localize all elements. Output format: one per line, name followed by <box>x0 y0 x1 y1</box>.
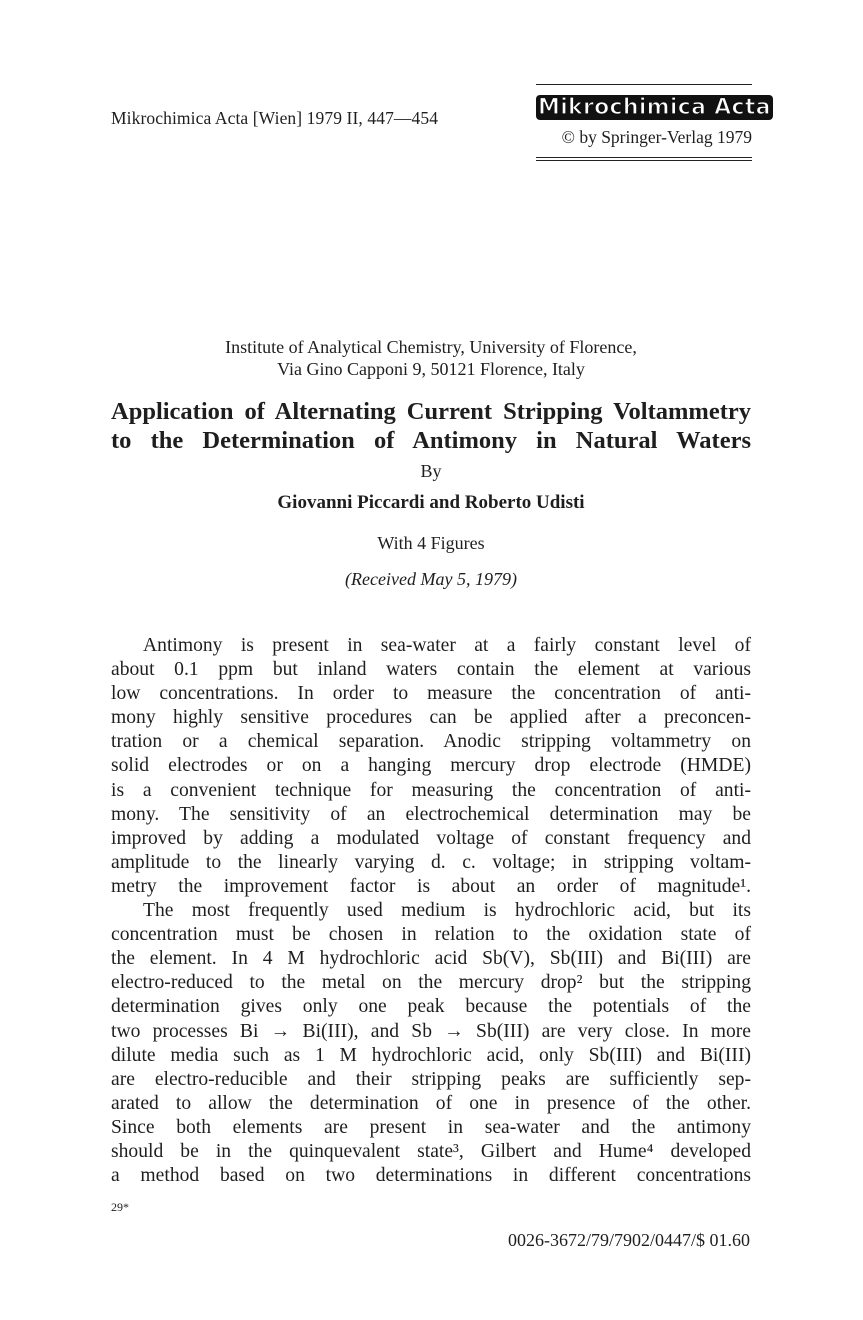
body-line: the element. In 4 M hydrochloric acid Sb(V), Sb(III) and Bi(III) are <box>111 948 751 970</box>
body-line: tration or a chemical separation. Anodic stripping voltammetry on <box>111 731 751 753</box>
body-line: amplitude to the linearly varying d. c. voltage; in stripping voltam- <box>111 851 751 873</box>
body-text <box>111 634 751 1188</box>
body-line: Since both elements are present in sea-water and the antimony <box>111 1116 751 1138</box>
journal-citation: Mikrochimica Acta [Wien] 1979 II, 447—454 <box>111 108 439 128</box>
body-line: Antimony is present in sea-water at a fairly constant level of <box>143 635 751 656</box>
body-line: low concentrations. In order to measure the concentration of anti- <box>111 683 751 705</box>
body-line: electro-reduced to the metal on the mercury drop² but the stripping <box>111 972 751 994</box>
affiliation-line-2: Via Gino Capponi 9, 50121 Florence, Italy <box>277 359 585 379</box>
body-line: is a convenient technique for measuring the concentration of anti- <box>111 779 751 801</box>
journal-logo-text: Mikrochimica Acta <box>538 95 771 120</box>
affiliation-line-1: Institute of Analytical Chemistry, University of Florence, <box>225 337 637 357</box>
body-line: a method based on two determinations in different concentrations <box>111 1165 751 1187</box>
title-line-1: Application of Alternating Current Stripping Voltammetry <box>111 398 751 425</box>
body-line: solid electrodes or on a hanging mercury drop electrode (HMDE) <box>111 755 751 777</box>
body-line: determination gives only one peak because the potentials of the <box>111 996 751 1018</box>
journal-masthead <box>536 84 771 161</box>
article-title <box>111 397 751 455</box>
body-line: improved by adding a modulated voltage of constant frequency and <box>111 827 751 849</box>
body-line: concentration must be chosen in relation to the oxidation state of <box>111 924 751 946</box>
received-date: (Received May 5, 1979) <box>345 569 517 589</box>
body-line: dilute media such as 1 M hydrochloric acid, only Sb(III) and Bi(III) <box>111 1044 751 1066</box>
body-line: are electro-reducible and their stripping peaks are sufficiently sep- <box>111 1068 751 1090</box>
copyright-notice: © by Springer-Verlag 1979 <box>561 127 752 147</box>
body-line: mony. The sensitivity of an electrochemical determination may be <box>111 803 751 825</box>
page-number: 29* <box>111 1200 129 1214</box>
body-line: two processes Bi → Bi(III), and Sb → Sb(III) are very close. In more <box>111 1020 751 1042</box>
body-line: about 0.1 ppm but inland waters contain the element at various <box>111 659 751 681</box>
masthead-rule-top <box>536 84 752 85</box>
body-line: metry the improvement factor is about an order of magnitude¹. <box>111 875 751 897</box>
body-line: arated to allow the determination of one in presence of the other. <box>111 1092 751 1114</box>
body-line: should be in the quinquevalent state³, Gilbert and Hume⁴ developed <box>111 1140 751 1162</box>
affiliation <box>111 336 751 380</box>
issn-code: 0026-3672/79/7902/0447/$ 01.60 <box>508 1230 750 1250</box>
masthead-rule-bottom <box>536 157 752 158</box>
figures-note: With 4 Figures <box>377 533 485 553</box>
by-label: By <box>420 461 442 481</box>
body-line: The most frequently used medium is hydrochloric acid, but its <box>143 900 751 922</box>
journal-logo <box>536 95 771 121</box>
authors: Giovanni Piccardi and Roberto Udisti <box>277 492 585 513</box>
masthead-rule-bottom-2 <box>536 160 752 161</box>
title-line-2: to the Determination of Antimony in Natural Waters <box>111 427 751 454</box>
body-line: mony highly sensitive procedures can be applied after a preconcen- <box>111 707 751 729</box>
